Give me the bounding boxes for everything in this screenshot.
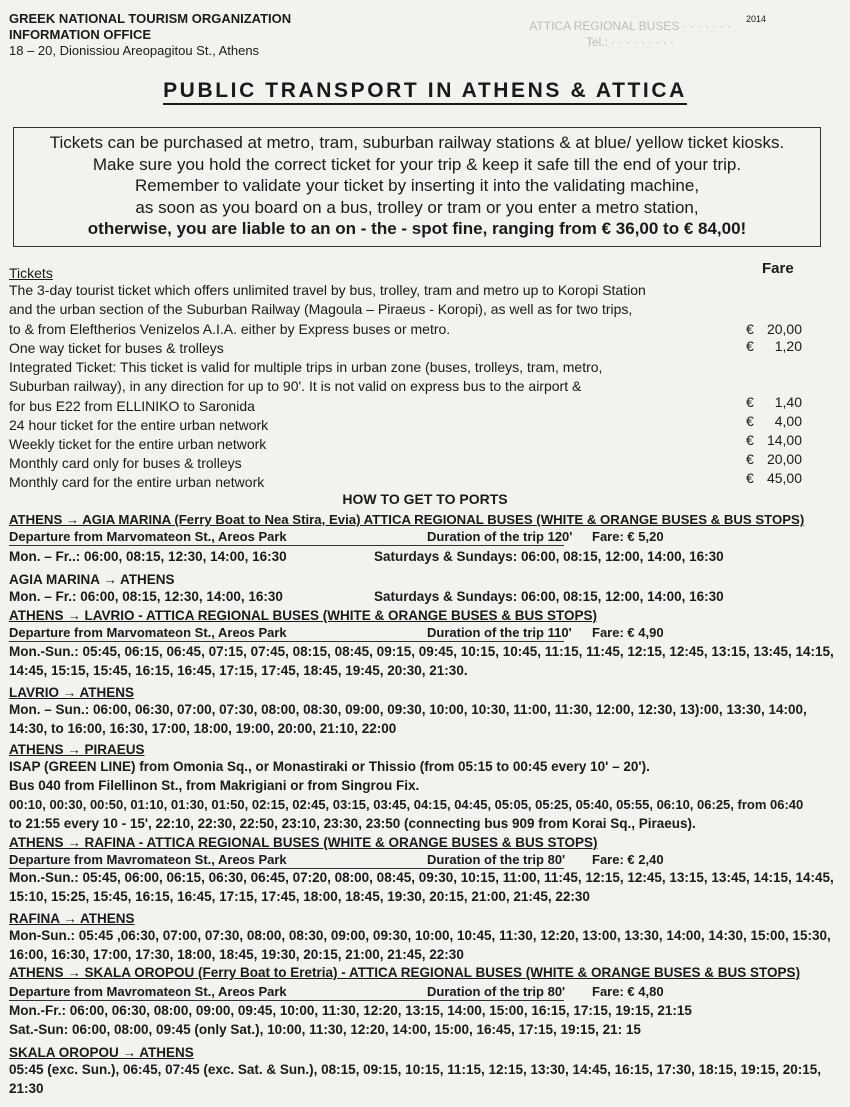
ticket-row: Integrated Ticket: This ticket is valid for multiple trips in urban zone (buses, trolleys, tram, metro, Suburban railway), in any direction for up to 90'. It is not valid on express bus to the airport & for bus E22 from ELLINIKO to Saronida € 1,40 [9, 359, 802, 414]
ticket-row: 24 hour ticket for the entire urban network € 4,00 [9, 413, 802, 433]
org-office: INFORMATION OFFICE [9, 27, 152, 42]
timetable-line: 14:45, 15:15, 15:45, 16:15, 16:45, 17:15, 17:45, 18:45, 19:45, 20:30, 21:30. [9, 663, 468, 678]
route-title: LAVRIO → ATHENS [9, 685, 135, 700]
departure-row: Departure from Marvomateon St., Areos Park Duration of the trip 110' Fare: € 4,90 [9, 625, 664, 640]
timetable-line: 05:45 (exc. Sun.), 06:45, 07:45 (exc. Sat. & Sun.), 08:15, 09:15, 10:15, 11:15, 12:15, 13:30, 14:45, 16:15, 17:30, 18:15, 19:15, 20:15, [9, 1062, 821, 1077]
timetable-line: 16:00, 16:30, 17:00, 17:30, 18:00, 18:45, 19:30, 20:15, 21:00, 21:45, 22:30 [9, 947, 464, 962]
ticket-price: € 4,00 [746, 413, 802, 429]
organization-header [9, 11, 291, 59]
timetable-line: Mon-Sun.: 05:45 ,06:30, 07:00, 07:30, 08:00, 08:30, 09:00, 09:30, 10:00, 10:45, 11:30, 12:20, 13:00, 13:30, 14:00, 14:30, 15:00, 15:30, [9, 928, 831, 943]
timetable-line: Mon.-Sun.: 05:45, 06:00, 06:15, 06:30, 06:45, 07:20, 08:00, 08:45, 09:30, 10:15, 11:00, 11:45, 12:15, 12:45, 13:15, 13:45, 14:15, 14:45, [9, 870, 834, 885]
departure-row: Departure from Mavromateon St., Areos Park Duration of the trip 80' Fare: € 2,40 [9, 852, 664, 867]
route-title: ATHENS → SKALA OROPOU (Ferry Boat to Eretria) - ATTICA REGIONAL BUSES (WHITE & ORANGE BUSES & BUS STOPS) [9, 965, 801, 980]
route-title: ATHENS → RAFINA - ATTICA REGIONAL BUSES (WHITE & ORANGE BUSES & BUS STOPS) [9, 835, 598, 850]
notice-line: Make sure you hold the correct ticket for your trip & keep it safe till the end of your trip. [92, 154, 742, 174]
org-name: GREEK NATIONAL TOURISM ORGANIZATION [9, 11, 292, 26]
notice-line: Tickets can be purchased at metro, tram, suburban railway stations & at blue/ yellow ticket kiosks. [49, 133, 785, 152]
timetable-line: Saturdays & Sundays: 06:00, 08:15, 12:00, 14:00, 16:30 [374, 589, 724, 604]
ticket-price: € 20,00 [746, 451, 802, 467]
timetable-line: Mon.-Fr.: 06:00, 06:30, 08:00, 09:00, 09:45, 10:00, 11:30, 12:20, 13:15, 14:00, 15:00, 16:15, 17:15, 19:15, 21:15 [9, 1003, 692, 1018]
page-title: PUBLIC TRANSPORT IN ATHENS & ATTICA [0, 79, 850, 103]
timetable-line: 14:30, to 16:00, 16:30, 17:00, 18:00, 19:00, 20:00, 21:10, 22:00 [9, 721, 397, 736]
org-address: 18 – 20, Dionissiou Areopagitou St., Athens [9, 43, 260, 58]
ticket-row: The 3-day tourist ticket which offers unlimited travel by bus, trolley, tram and metro up to Koropi Station and the urban section of the Suburban Railway (Magoula – Piraeus - Koropi), as well as for two trips, to & from Eleftherios Venizelos A.I.A. either by Express buses or metro. € 20,00 [9, 281, 804, 339]
notice-line: as soon as you board on a bus, trolley or tram or you enter a metro station, [135, 197, 699, 217]
timetable-line: Mon. – Fr..: 06:00, 08:15, 12:30, 14:00, 16:30 [9, 549, 287, 564]
timetable-line: Mon. – Fr.: 06:00, 08:15, 12:30, 14:00, 16:30 [9, 589, 283, 604]
route-title: ATHENS → AGIA MARINA (Ferry Boat to Nea Stira, Evia) ATTICA REGIONAL BUSES (WHITE & ORANGE BUSES & BUS STOPS) [9, 512, 805, 527]
route-title: AGIA MARINA → ATHENS [9, 572, 175, 587]
departure-row: Departure from Marvomateon St., Areos Park Duration of the trip 120' Fare: € 5,20 [9, 529, 664, 544]
ticket-row: Monthly card for the entire urban network € 45,00 [9, 470, 802, 490]
notice-line: otherwise, you are liable to an on - the - spot fine, ranging from € 36,00 to € 84,00! [87, 219, 747, 239]
timetable-line: Mon.-Sun.: 05:45, 06:15, 06:45, 07:15, 07:45, 08:15, 08:45, 09:15, 09:45, 10:15, 10:45, 11:15, 11:45, 12:15, 12:45, 13:15, 13:45, 14:15, [9, 644, 834, 659]
ticket-row: One way ticket for buses & trolleys € 1,20 [9, 338, 802, 356]
ticket-row: Weekly ticket for the entire urban network € 14,00 [9, 432, 802, 452]
ticket-price: € 14,00 [746, 432, 802, 448]
timetable-line: 00:10, 00:30, 00:50, 01:10, 01:30, 01:50, 02:15, 02:45, 03:15, 03:45, 04:15, 04:45, 05:05, 05:25, 05:40, 05:55, 06:10, 06:25, from 06:40 [9, 797, 804, 812]
departure-row: Departure from Mavromateon St., Areos Park Duration of the trip 80' Fare: € 4,80 [9, 984, 664, 999]
ticket-price: € 1,40 [746, 393, 802, 410]
ticket-price: € 20,00 [746, 320, 802, 337]
route-title: SKALA OROPOU → ATHENS [9, 1045, 194, 1060]
timetable-line: Mon. – Sun.: 06:00, 06:30, 07:00, 07:30, 08:00, 08:30, 09:00, 09:30, 10:00, 10:30, 11:00, 11:30, 12:00, 12:30, 13):00, 13:30, 14:00, [9, 702, 807, 717]
notice-line: Remember to validate your ticket by inserting it into the validating machine, [134, 176, 700, 196]
timetable-line: ISAP (GREEN LINE) from Omonia Sq., or Monastiraki or Thissio (from 05:15 to 00:45 every 10' – 20'). [9, 759, 650, 774]
ticket-price: € 45,00 [746, 470, 802, 486]
fare-heading: Fare [762, 260, 794, 277]
timetable-line: Saturdays & Sundays: 06:00, 08:15, 12:00, 14:00, 16:30 [374, 549, 724, 564]
timetable-line: 15:10, 15:25, 15:45, 16:15, 16:45, 17:15, 17:45, 18:00, 18:45, 19:30, 20:15, 21:00, 21:45, 22:30 [9, 889, 590, 904]
ports-heading: HOW TO GET TO PORTS [342, 491, 508, 507]
ticket-notice-box [13, 127, 821, 247]
ticket-price: € 1,20 [746, 338, 802, 354]
timetable-line: Bus 040 from Filellinon St., from Makrigiani or from Singrou Fix. [9, 778, 420, 793]
year-label: 2014 [746, 14, 767, 24]
timetable-line: Sat.-Sun: 06:00, 08:00, 09:45 (only Sat.), 10:00, 11:30, 12:20, 14:00, 15:00, 16:45, 17:15, 19:15, 21: 15 [9, 1022, 641, 1037]
timetable-line: 21:30 [9, 1081, 44, 1096]
route-title: RAFINA → ATHENS [9, 911, 135, 926]
bleed-through-text: ATTICA REGIONAL BUSES · · · · · · · Tel.: · · · · · · · · · [529, 19, 731, 49]
ticket-row: Monthly card only for buses & trolleys € 20,00 [9, 451, 802, 471]
timetable-line: to 21:55 every 10 - 15', 22:10, 22:30, 22:50, 23:10, 23:30, 23:50 (connecting bus 909 from Korai Sq., Piraeus). [9, 816, 696, 831]
route-title: ATHENS → PIRAEUS [9, 742, 145, 757]
route-title: ATHENS → LAVRIO - ATTICA REGIONAL BUSES (WHITE & ORANGE BUSES & BUS STOPS) [9, 608, 598, 623]
tickets-heading: Tickets [9, 265, 53, 281]
